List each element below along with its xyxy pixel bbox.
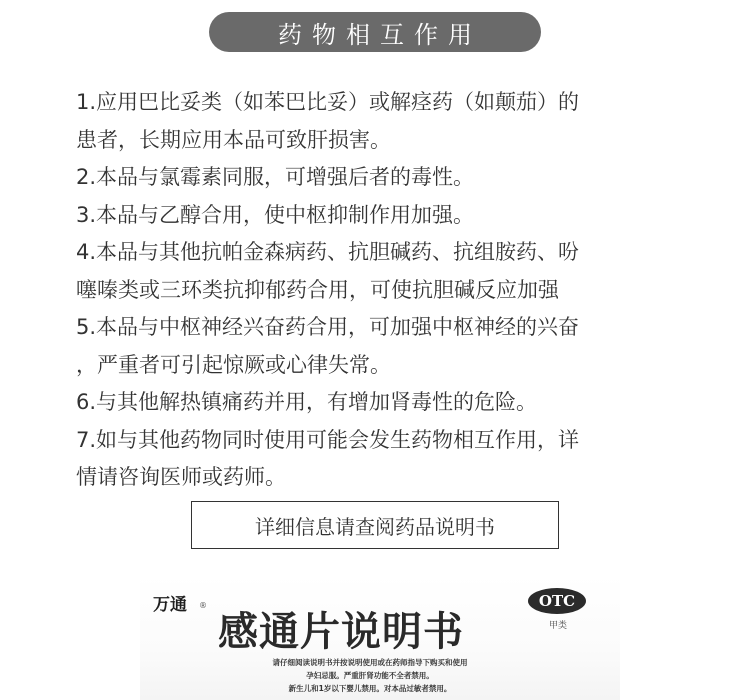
interaction-list [76,84,686,497]
interaction-line: 2.本品与氯霉素同服，可增强后者的毒性。 [76,165,475,189]
interaction-line: 3.本品与乙醇合用，使中枢抑制作用加强。 [76,202,475,227]
section-title [209,12,541,52]
leaflet-title: 感通片说明书 [218,609,464,655]
interaction-line: 患者，长期应用本品可致肝损害。 [76,127,391,152]
registered-mark: ® [199,601,207,610]
leaflet-notice [200,656,540,695]
section-title-text: 药物相互作用 [278,20,482,49]
interaction-line: ，严重者可引起惊厥或心律失常。 [76,352,391,377]
notice-line: 请仔细阅读说明书并按说明使用或在药师指导下购买和使用 [272,658,468,667]
interaction-line: 7.如与其他药物同时使用可能会发生药物相互作用，详 [76,427,580,452]
interaction-line: 1.应用巴比妥类（如苯巴比妥）或解痉药（如颠茄）的 [76,90,580,114]
info-box-label: 详细信息请查阅药品说明书 [255,514,495,539]
otc-badge [528,588,586,614]
info-box [191,501,559,549]
interaction-line: 噻嗪类或三环类抗抑郁药合用，可使抗胆碱反应加强 [76,277,559,302]
interaction-line: 情请咨询医师或药师。 [76,465,286,489]
interaction-line: 5.本品与中枢神经兴奋药合用，可加强中枢神经的兴奋 [76,315,580,339]
interaction-line: 4.本品与其他抗帕金森病药、抗胆碱药、抗组胺药、吩 [76,240,580,264]
otc-badge-text: OTC [538,592,576,610]
brand-logo: 万通 [153,595,187,615]
notice-line: 孕妇忌服。严重肝肾功能不全者禁用。 [306,671,434,680]
interaction-line: 6.与其他解热镇痛药并用，有增加肾毒性的危险。 [76,390,538,414]
category-label: 甲类 [549,621,568,631]
notice-line: 新生儿和1岁以下婴儿禁用。对本品过敏者禁用。 [288,684,452,693]
